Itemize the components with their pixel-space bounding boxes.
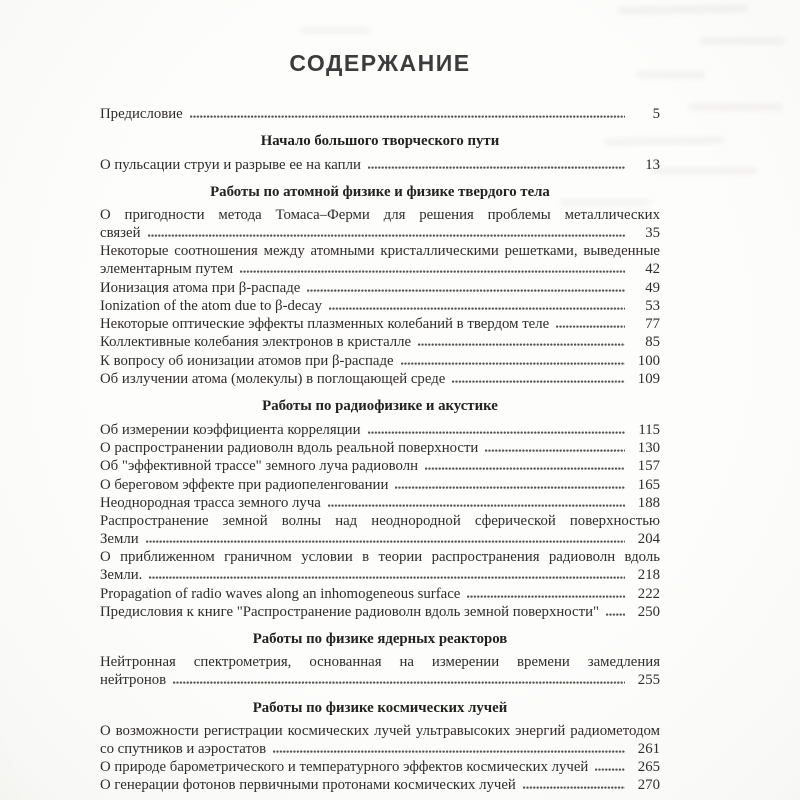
entry-row (100, 353, 660, 370)
entry-row (100, 334, 660, 351)
section-heading: Работы по атомной физике и физике твердого тела (210, 183, 550, 200)
dotted-leader (240, 269, 625, 273)
toc-entry (100, 207, 660, 242)
page-number: 165 (637, 476, 660, 493)
entry-row (100, 586, 660, 603)
entry-text: Некоторые оптические эффекты плазменных колебаний в твердом теле (100, 316, 550, 333)
toc-entry (100, 458, 660, 475)
entry-text: нейтронов (100, 672, 167, 689)
page-number: 109 (637, 371, 660, 388)
page-number: 85 (645, 334, 660, 351)
dotted-leader (401, 361, 625, 365)
entry-row (100, 157, 660, 174)
section-heading: Работы по физике ядерных реакторов (252, 631, 508, 648)
page-number: 5 (652, 106, 660, 122)
page-number: 218 (637, 567, 660, 584)
toc-entry (100, 157, 660, 174)
entry-row (100, 604, 660, 621)
dotted-leader (556, 324, 625, 328)
dotted-leader (273, 749, 625, 753)
dotted-leader (190, 114, 625, 118)
entry-text: О береговом эффекте при радиопеленговании (100, 476, 389, 493)
entry-row (100, 531, 660, 548)
entry-text-line: О возможности регистрации космических лучей ультравысоких энергий радиометодом (100, 722, 660, 739)
toc-entry (100, 298, 660, 315)
entry-text: О распространении радиоволн вдоль реальной поверхности (100, 439, 479, 456)
toc-entry (100, 549, 660, 584)
dotted-leader (418, 342, 625, 346)
page-number: 261 (637, 740, 660, 757)
bleed-mark (300, 28, 370, 33)
entry-text: Предисловие (100, 106, 183, 122)
page-title: СОДЕРЖАНИЕ (289, 50, 471, 76)
dotted-leader (452, 379, 625, 383)
dotted-leader (425, 466, 625, 470)
bleed-mark (688, 104, 783, 110)
entry-text: Земли (100, 531, 139, 548)
dotted-leader (173, 680, 625, 684)
entry-row (100, 106, 660, 123)
entry-text: Неоднородная трасса земного луча (100, 494, 321, 511)
toc-entry (100, 353, 660, 370)
entry-text: Ионизация атома при β-распаде (100, 279, 301, 296)
entry-text-line: Некоторые соотношения между атомными кристаллическими решетками, выведенные (100, 243, 660, 260)
dotted-leader (328, 503, 625, 507)
toc-entry (100, 243, 660, 278)
entry-text: Земли. (100, 567, 143, 584)
toc-entry (100, 586, 660, 603)
entry-text: Предисловия к книге "Распространение радиоволн вдоль земной поверхности" (100, 603, 600, 620)
entry-text: Об измерении коэффициента корреляции (100, 421, 361, 438)
page-number: 42 (645, 261, 660, 278)
toc-entry (100, 477, 660, 494)
toc-entry (100, 280, 660, 297)
entry-text: К вопросу об ионизации атомов при β-распаде (100, 352, 394, 369)
entry-text: Коллективные колебания электронов в кристалле (100, 334, 412, 351)
bleed-mark (618, 5, 748, 14)
page-number: 13 (645, 156, 660, 173)
page-number: 130 (637, 439, 660, 456)
dotted-leader (148, 233, 626, 237)
entry-row (100, 777, 660, 794)
page-number: 77 (645, 316, 660, 333)
toc-entry (100, 654, 660, 689)
toc-entry (100, 777, 660, 794)
entry-row (100, 422, 660, 439)
section-heading: Работы по радиофизике и акустике (262, 398, 498, 415)
dotted-leader (595, 767, 625, 771)
entry-row (100, 316, 660, 333)
entry-row (100, 477, 660, 494)
entry-row (100, 759, 660, 776)
entry-row (100, 261, 660, 278)
entry-text: Об излучении атома (молекулы) в поглощающей среде (100, 371, 446, 388)
toc-entry (100, 106, 660, 123)
page-number: 270 (637, 777, 660, 794)
page-number: 157 (637, 458, 660, 475)
entry-row (100, 280, 660, 297)
entry-row (100, 741, 660, 758)
entry-text: Propagation of radio waves along an inhomogeneous surface (100, 585, 461, 602)
page-number: 250 (637, 603, 660, 620)
page-number: 35 (645, 225, 660, 242)
page-number: 49 (645, 279, 660, 296)
dotted-leader (368, 430, 626, 434)
entry-text: О генерации фотонов первичными протонами космических лучей (100, 777, 516, 794)
bleed-mark (700, 38, 785, 44)
page-number: 265 (637, 759, 660, 776)
toc-entry (100, 759, 660, 776)
toc-entry (100, 422, 660, 439)
entry-row (100, 298, 660, 315)
entry-text-line: О пригодности метода Томаса–Ферми для решения проблемы металлических (100, 207, 660, 224)
bleed-mark (652, 168, 757, 174)
dotted-leader (149, 575, 625, 579)
entry-text-line: Нейтронная спектрометрия, основанная на измерении времени замедления (100, 654, 660, 671)
toc-entry (100, 334, 660, 351)
dotted-leader (329, 306, 625, 310)
section-heading: Работы по физике космических лучей (252, 699, 508, 716)
toc-entry (100, 604, 660, 621)
page-number: 53 (645, 297, 660, 314)
entry-text: связей (100, 225, 141, 242)
toc-entry (100, 513, 660, 548)
dotted-leader (485, 448, 625, 452)
dotted-leader (307, 288, 625, 292)
toc-entry (100, 316, 660, 333)
entry-text: Об "эффективной трассе" земного луча радиоволн (100, 458, 418, 475)
page-number: 115 (638, 421, 660, 438)
entry-text-line: О приближенном граничном условии в теории распространения радиоволн вдоль (100, 549, 660, 566)
page-number: 100 (637, 352, 660, 369)
entry-text: О пульсации струи и разрыве ее на капли (100, 156, 361, 173)
entry-row (100, 495, 660, 512)
entry-row (100, 672, 660, 689)
page-number: 222 (637, 585, 660, 602)
toc-list (100, 106, 660, 795)
dotted-leader (606, 612, 625, 616)
toc-entry (100, 440, 660, 457)
toc-entry (100, 723, 660, 758)
toc-entry (100, 495, 660, 512)
dotted-leader (395, 485, 625, 489)
dotted-leader (368, 165, 625, 169)
entry-row (100, 458, 660, 475)
entry-row (100, 225, 660, 242)
entry-row (100, 567, 660, 584)
section-heading: Начало большого творческого пути (260, 133, 500, 150)
dotted-leader (146, 539, 625, 543)
page-number: 188 (637, 494, 660, 511)
entry-text: Ionization of the atom due to β-decay (100, 297, 323, 314)
page-number: 255 (637, 672, 660, 689)
dotted-leader (467, 594, 625, 598)
toc-entry (100, 371, 660, 388)
entry-row (100, 371, 660, 388)
entry-row (100, 440, 660, 457)
entry-text: О природе барометрического и температурного эффектов космических лучей (100, 759, 589, 776)
page-number: 204 (637, 531, 660, 548)
entry-text: со спутников и аэростатов (100, 740, 267, 757)
entry-text-line: Распространение земной волны над неоднородной сферической поверхностью (100, 513, 660, 530)
dotted-leader (523, 785, 625, 789)
entry-text: элементарным путем (100, 261, 234, 278)
